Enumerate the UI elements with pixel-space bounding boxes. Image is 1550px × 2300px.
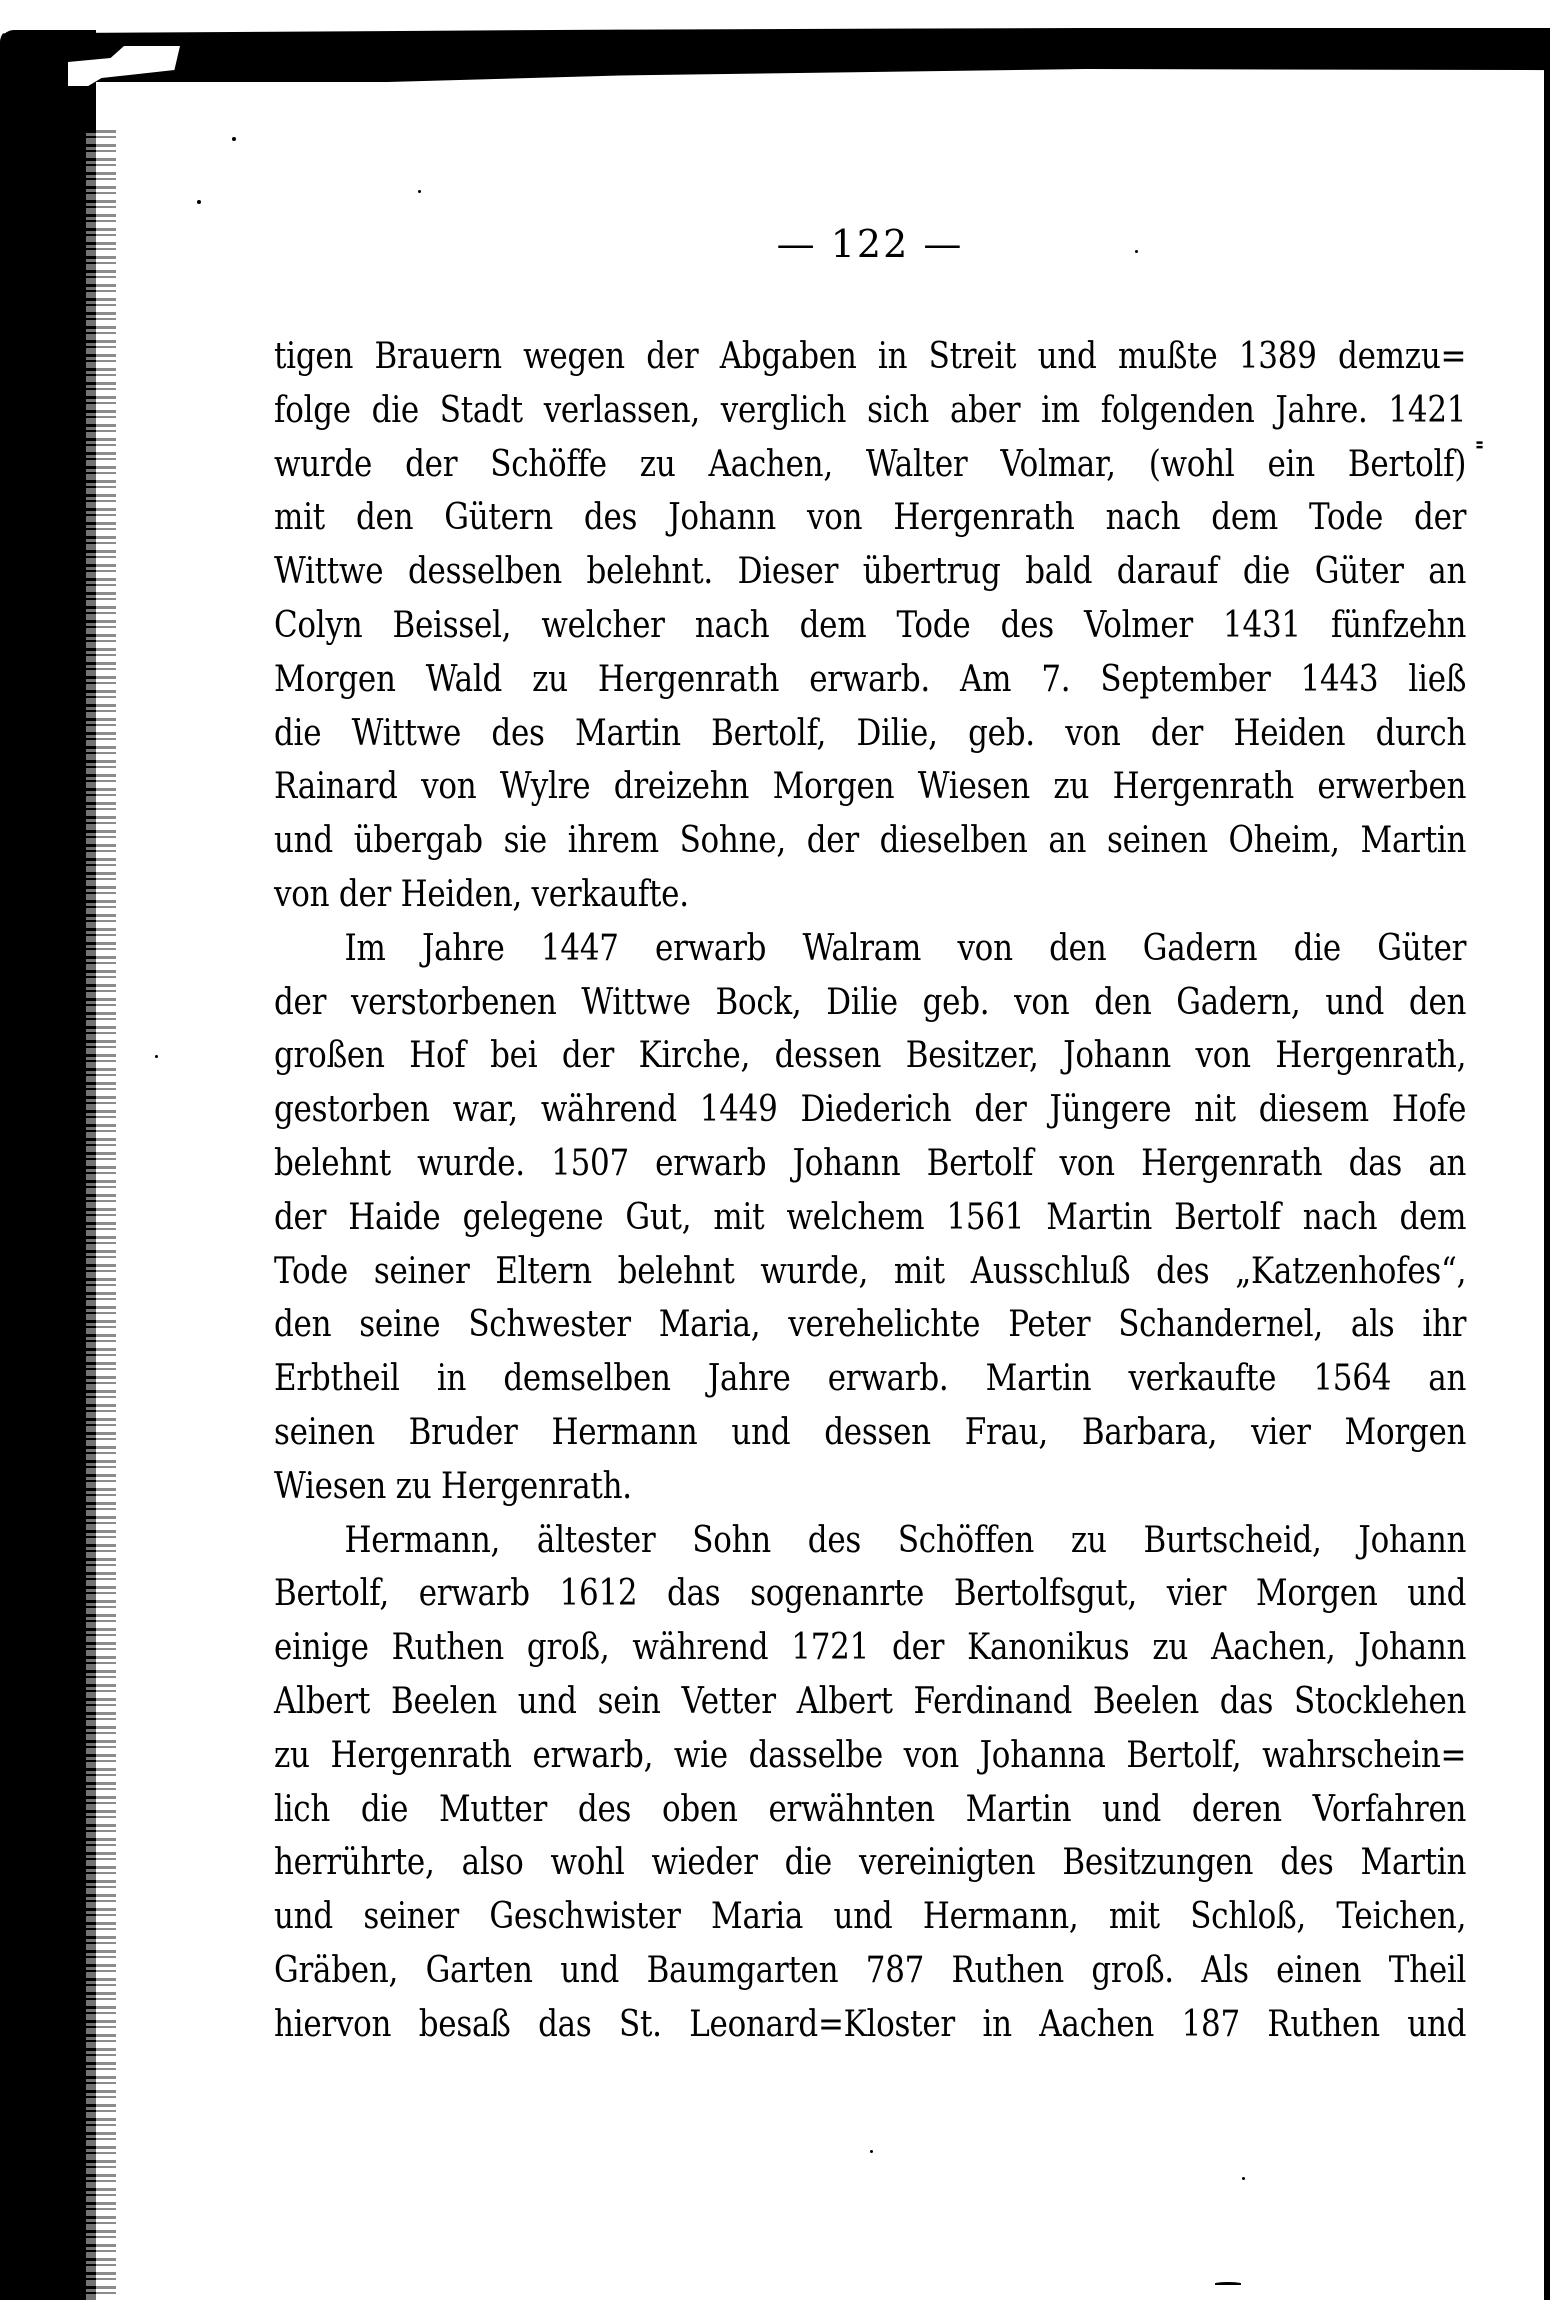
text-line: tigen Brauern wegen der Abgaben in Streit und mußte 1389 demzu= xyxy=(274,336,1467,377)
text-line: lich die Mutter des oben erwähnten Martin und deren Vorfahren xyxy=(274,1788,1467,1830)
text-line: der verstorbenen Wittwe Bock, Dilie geb. von den Gadern, und den xyxy=(274,981,1467,1023)
scan-speck xyxy=(197,200,201,204)
scan-speck xyxy=(232,137,236,141)
text-line: hiervon besaß das St. Leonard=Kloster in Aachen 187 Ruthen und xyxy=(274,2003,1467,2045)
text-line: folge die Stadt verlassen, verglich sich aber im folgenden Jahre. 1421 xyxy=(274,389,1467,431)
text-line: Gräben, Garten und Baumgarten 787 Ruthen groß. Als einen Theil xyxy=(274,1949,1467,1991)
scan-speck xyxy=(870,2150,873,2153)
text-line: Albert Beelen und sein Vetter Albert Ferdinand Beelen das Stocklehen xyxy=(274,1680,1467,1722)
text-line: belehnt wurde. 1507 erwarb Johann Bertolf von Hergenrath das an xyxy=(274,1142,1467,1184)
text-line: großen Hof bei der Kirche, dessen Besitzer, Johann von Hergenrath, xyxy=(274,1035,1467,1077)
text-line: Rainard von Wylre dreizehn Morgen Wiesen zu Hergenrath erwerben xyxy=(274,766,1467,808)
text-line: Hermann, ältester Sohn des Schöffen zu Burtscheid, Johann xyxy=(344,1519,1467,1561)
text-line: mit den Gütern des Johann von Hergenrath nach dem Tode der xyxy=(274,497,1467,539)
scan-smudge xyxy=(1215,2282,1241,2285)
scan-border-top xyxy=(0,28,1550,82)
text-line: zu Hergenrath erwarb, wie dasselbe von Johanna Bertolf, wahrschein= xyxy=(274,1734,1467,1776)
text-line: Wittwe desselben belehnt. Dieser übertrug bald darauf die Güter an xyxy=(274,551,1467,593)
page-number: — 122 — xyxy=(776,222,964,266)
scan-border-left xyxy=(0,30,96,2300)
text-line: wurde der Schöffe zu Aachen, Walter Volmar, (wohl ein Bertolf) xyxy=(274,443,1467,485)
body-text xyxy=(274,330,1466,2052)
text-line: den seine Schwester Maria, verehelichte Peter Schandernel, als ihr xyxy=(274,1304,1467,1346)
margin-mark: ⹀ xyxy=(1476,433,1483,459)
scan-border-right xyxy=(1544,62,1550,2300)
text-line: und übergab sie ihrem Sohne, der dieselben an seinen Oheim, Martin xyxy=(274,820,1467,862)
text-line: die Wittwe des Martin Bertolf, Dilie, geb. von der Heiden durch xyxy=(274,712,1467,754)
text-line: Bertolf, erwarb 1612 das sogenanrte Bertolfsgut, vier Morgen und xyxy=(274,1573,1467,1615)
paragraph xyxy=(274,922,1466,1514)
text-line: gestorben war, während 1449 Diederich der Jüngere nit diesem Hofe xyxy=(274,1089,1467,1131)
paragraph xyxy=(274,1514,1466,2052)
text-line: herrührte, also wohl wieder die vereinigten Besitzungen des Martin xyxy=(274,1842,1467,1884)
text-line: Wiesen zu Hergenrath. xyxy=(274,1465,632,1507)
text-line: seinen Bruder Hermann und dessen Frau, Barbara, vier Morgen xyxy=(274,1411,1467,1453)
text-line: einige Ruthen groß, während 1721 der Kanonikus zu Aachen, Johann xyxy=(274,1627,1467,1669)
text-line: Im Jahre 1447 erwarb Walram von den Gadern die Güter xyxy=(344,927,1467,969)
text-line: von der Heiden, verkaufte. xyxy=(274,873,689,915)
paragraph xyxy=(274,330,1466,922)
text-line: Tode seiner Eltern belehnt wurde, mit Ausschluß des „Katzenhofes“, xyxy=(274,1250,1467,1292)
scan-border-left-noise xyxy=(86,130,116,2300)
scan-speck xyxy=(418,190,421,193)
text-line: und seiner Geschwister Maria und Hermann, mit Schloß, Teichen, xyxy=(274,1896,1467,1938)
text-line: Morgen Wald zu Hergenrath erwarb. Am 7. September 1443 ließ xyxy=(274,658,1467,700)
text-line: der Haide gelegene Gut, mit welchem 1561 Martin Bertolf nach dem xyxy=(274,1196,1467,1238)
text-line: Erbtheil in demselben Jahre erwarb. Martin verkaufte 1564 an xyxy=(274,1358,1467,1400)
scan-speck xyxy=(1242,2177,1245,2180)
text-line: Colyn Beissel, welcher nach dem Tode des Volmer 1431 fünfzehn xyxy=(274,604,1467,646)
scan-speck xyxy=(155,1055,158,1058)
